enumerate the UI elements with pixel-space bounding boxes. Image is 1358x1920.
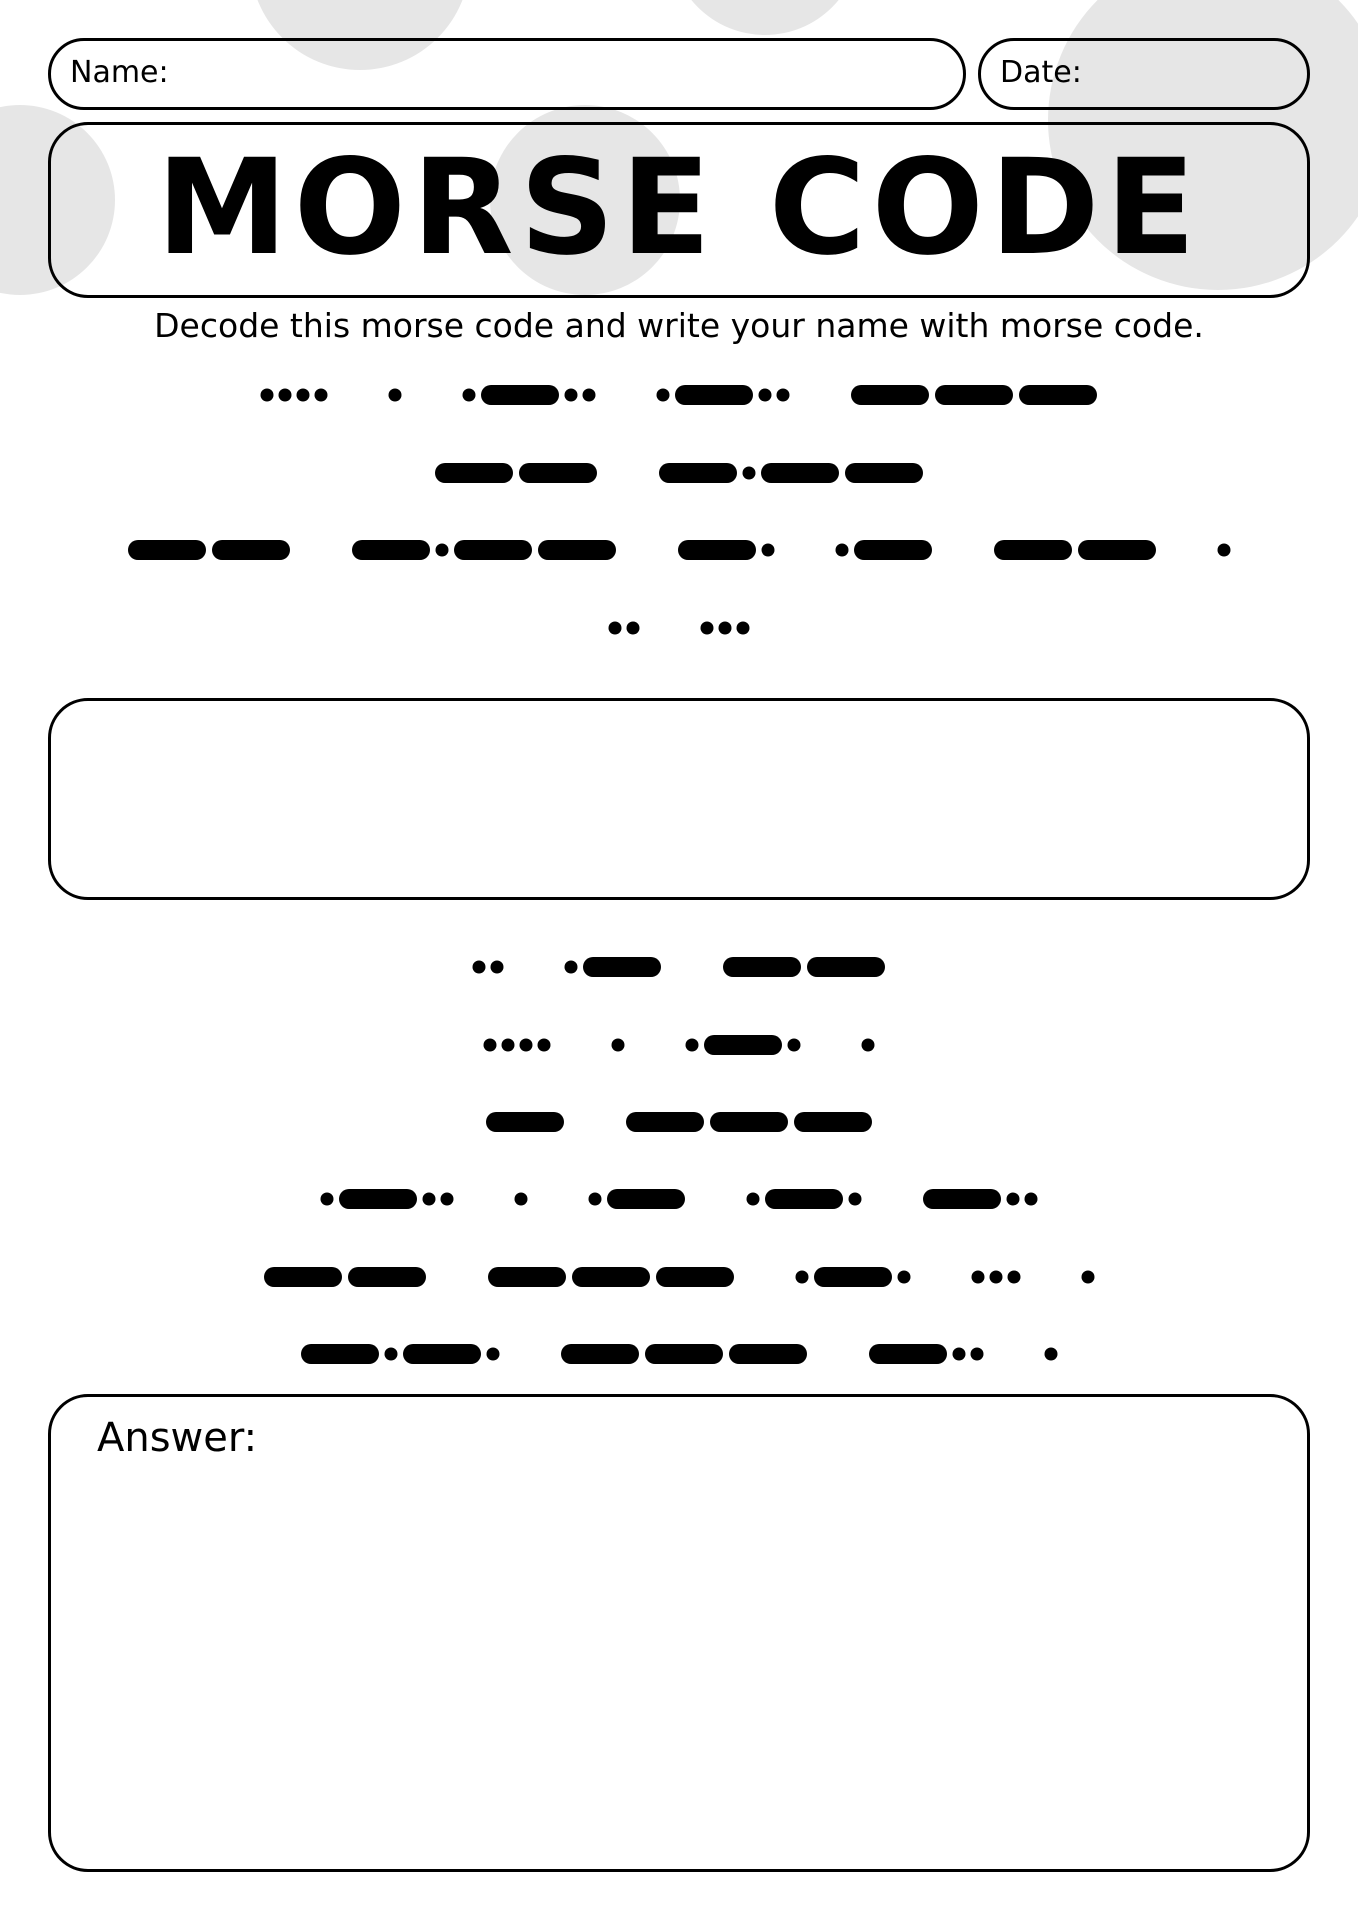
morse-dot [719,622,732,635]
morse-dash [729,1344,807,1364]
morse-dash [994,540,1072,560]
morse-dash [264,1267,342,1287]
morse-letter [128,540,290,560]
morse-letter [1082,1271,1095,1284]
morse-dot [515,1193,528,1206]
morse-dot [491,961,504,974]
morse-letter [261,389,328,402]
morse-letter [1218,544,1231,557]
morse-letter [836,540,933,560]
morse-dash [656,1267,734,1287]
morse-dash [435,463,513,483]
morse-dash [212,540,290,560]
morse-dot [487,1348,500,1361]
morse-dash [704,1035,782,1055]
morse-dash [794,1112,872,1132]
name-label: Name: [70,55,169,90]
morse-letter [301,1344,500,1364]
morse-dash [854,540,932,560]
instructions-text: Decode this morse code and write your name with morse code. [154,306,1204,345]
morse-letter [389,389,402,402]
morse-letter [796,1267,911,1287]
morse-dot [520,1039,533,1052]
morse-dot [609,622,622,635]
morse-letter [463,385,596,405]
morse-dot [796,1271,809,1284]
morse-letter [626,1112,872,1132]
morse-dash [607,1189,685,1209]
morse-letter [589,1189,686,1209]
morse-letter [264,1267,426,1287]
morse-dash [583,957,661,977]
morse-letter [686,1035,801,1055]
morse-dot [898,1271,911,1284]
morse-block-2-row-6 [301,1344,1058,1364]
morse-block-2-row-1 [473,957,886,977]
morse-dash [486,1112,564,1132]
morse-dot [862,1039,875,1052]
morse-dot [385,1348,398,1361]
morse-dash [352,540,430,560]
morse-block-1-row-1 [261,385,1098,405]
morse-dash [675,385,753,405]
morse-dash [678,540,756,560]
morse-dash [1078,540,1156,560]
morse-dot [1025,1193,1038,1206]
morse-dot [686,1039,699,1052]
morse-dash [923,1189,1001,1209]
morse-dot [759,389,772,402]
morse-letter [723,957,885,977]
morse-dot [1008,1271,1021,1284]
morse-dash [454,540,532,560]
morse-block-2-row-3 [486,1112,872,1132]
morse-dot [737,622,750,635]
morse-letter [701,622,750,635]
morse-dot [612,1039,625,1052]
morse-dot [747,1193,760,1206]
morse-dot [657,389,670,402]
morse-letter [321,1189,454,1209]
morse-dash [935,385,1013,405]
morse-dash [845,463,923,483]
morse-dash [572,1267,650,1287]
morse-dot [743,467,756,480]
morse-letter [515,1193,528,1206]
morse-letter [972,1271,1021,1284]
morse-dash [481,385,559,405]
morse-dot [321,1193,334,1206]
morse-dash [710,1112,788,1132]
morse-letter [862,1039,875,1052]
morse-block-1-row-2 [435,463,923,483]
morse-dash [403,1344,481,1364]
morse-dot [441,1193,454,1206]
morse-dot [538,1039,551,1052]
morse-letter [851,385,1097,405]
morse-dot [777,389,790,402]
morse-dash [761,463,839,483]
morse-dot [315,389,328,402]
morse-letter [565,957,662,977]
morse-dash [339,1189,417,1209]
morse-dot [297,389,310,402]
morse-letter [659,463,923,483]
morse-dot [463,389,476,402]
morse-dash [626,1112,704,1132]
morse-dash [1019,385,1097,405]
morse-dot [1218,544,1231,557]
morse-dash [128,540,206,560]
morse-dot [279,389,292,402]
morse-dot [261,389,274,402]
morse-dot [762,544,775,557]
morse-dash [519,463,597,483]
morse-letter [994,540,1156,560]
morse-dot [701,622,714,635]
morse-dot [484,1039,497,1052]
morse-dot [849,1193,862,1206]
morse-dash [869,1344,947,1364]
page-title: MORSE CODE [156,131,1202,285]
morse-letter [352,540,616,560]
morse-dot [836,544,849,557]
answer-label: Answer: [97,1415,258,1461]
morse-dash [807,957,885,977]
morse-block-2-row-4 [321,1189,1038,1209]
morse-dot [583,389,596,402]
morse-letter [561,1344,807,1364]
morse-dash [723,957,801,977]
morse-dot [1007,1193,1020,1206]
morse-letter [484,1039,551,1052]
morse-dot [953,1348,966,1361]
morse-dot [423,1193,436,1206]
morse-dot [990,1271,1003,1284]
morse-letter [923,1189,1038,1209]
morse-letter [435,463,597,483]
morse-letter [473,961,504,974]
morse-dot [1045,1348,1058,1361]
morse-dash [348,1267,426,1287]
morse-dash [659,463,737,483]
morse-dot [972,1271,985,1284]
morse-letter [747,1189,862,1209]
morse-dash [488,1267,566,1287]
date-label: Date: [1000,55,1082,90]
morse-dot [565,389,578,402]
morse-dot [788,1039,801,1052]
morse-dot [589,1193,602,1206]
morse-dot [1082,1271,1095,1284]
morse-letter [678,540,775,560]
morse-dash [301,1344,379,1364]
morse-letter [488,1267,734,1287]
morse-block-2-row-2 [484,1035,875,1055]
morse-letter [657,385,790,405]
morse-dot [627,622,640,635]
morse-block-1-row-3 [128,540,1231,560]
morse-dot [502,1039,515,1052]
morse-dot [473,961,486,974]
morse-dash [814,1267,892,1287]
morse-block-2-row-5 [264,1267,1095,1287]
morse-dash [645,1344,723,1364]
morse-dash [538,540,616,560]
morse-letter [869,1344,984,1364]
morse-dash [765,1189,843,1209]
morse-dot [389,389,402,402]
morse-block-1-row-4 [609,622,750,635]
morse-dash [561,1344,639,1364]
morse-dash [851,385,929,405]
morse-letter [612,1039,625,1052]
morse-letter [1045,1348,1058,1361]
morse-dot [436,544,449,557]
morse-dot [565,961,578,974]
morse-letter [486,1112,564,1132]
morse-dot [971,1348,984,1361]
morse-letter [609,622,640,635]
